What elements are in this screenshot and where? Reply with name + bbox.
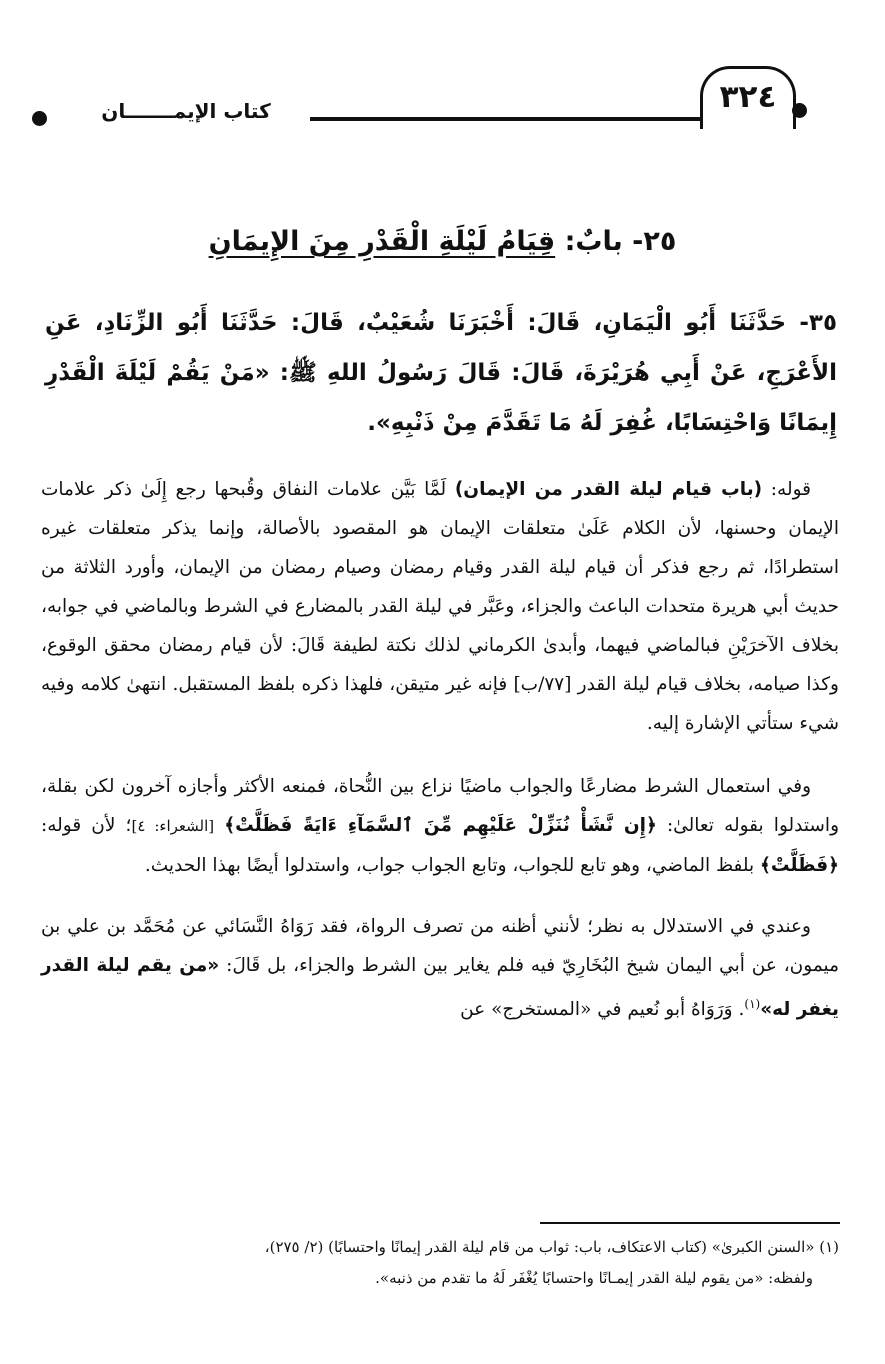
- quoted-chapter-title: (باب قيام ليلة القدر من الإيمان): [454, 479, 763, 500]
- header-rule: [310, 117, 702, 121]
- footnote-line: ولفظه: «من يقوم ليلة القدر إيمـانًا واحتسابًا يُغْفَر لَهُ ما تقدم من ذنبه».: [375, 1269, 813, 1287]
- commentary-text: وعندي في الاستدلال به نظر؛ لأنني أظنه من تصرف الرواة، فقد رَوَاهُ النَّسَائي عن مُحَمَّد بن علي بن ميمون، عن أبي اليمان شيخ البُخَارِيّ فيه فلم يغاير بين الشرط والجزاء، بل قَالَ:: [41, 916, 840, 976]
- commentary-text: ؛ لأن قوله:: [41, 815, 132, 836]
- commentary-paragraph: [41, 907, 839, 1029]
- quoted-hadith: «من يقم ليلة القدر يغفر له»: [41, 955, 839, 1021]
- page-number: ٣٢٤: [700, 66, 796, 129]
- header-dot-right: [792, 103, 807, 118]
- footnotes: [41, 1232, 839, 1294]
- book-title: كتاب الإيمـــــــان: [101, 99, 271, 123]
- hadith-text: ٣٥- حَدَّثَنَا أَبُو الْيَمَانِ، قَالَ: أَخْبَرَنَا شُعَيْبٌ، قَالَ: حَدَّثَنَا أَبُو الزِّنَادِ، عَنِ الأَعْرَجِ، عَنْ أَبِي هُرَيْرَةَ، قَالَ: قَالَ رَسُولُ اللهِ ﷺ: «مَنْ يَقُمْ لَيْلَةَ الْقَدْرِ إِيمَانًا وَاحْتِسَابًا، غُفِرَ لَهُ مَا تَقَدَّمَ مِنْ ذَنْبِهِ».: [45, 310, 837, 436]
- quran-verse: ﴿إِن نَّشَأْ نُنَزِّلْ عَلَيْهِم مِّنَ ٱلسَّمَآءِ ءَايَةً فَظَلَّتْ﴾: [224, 815, 657, 836]
- footnote-marker: (١): [744, 997, 761, 1011]
- header-dot-left: [32, 111, 47, 126]
- commentary: [41, 470, 839, 1051]
- commentary-text: لَمَّا بَيَّن علامات النفاق وقُبحها رجع إِلَىٰ ذكر علامات الإيمان وحسنها، لأن الكلام عَلَىٰ متعلقات الإيمان هو المقصود بالأصالة، وإنما يذكر متعلقات غيره استطرادًا، ثم رجع فذكر أن قيام ليلة القدر وقيام رمضان وصيام رمضان من الإيمان، وأورد الثلاثة من حديث أبي هريرة متحدات الباعث والجزاء، وعَبَّر في ليلة القدر بالمضارع في الشرط وبالماضي في جوابه، بخلاف الآخرَيْنِ فبالماضي فيهما، وأبدىٰ الكرماني لذلك نكتة لطيفة قَالَ: لأن قيام رمضان محقق الوقوع، وكذا صيامه، بخلاف قيام ليلة القدر [٧٧/ب] فإنه غير متيقن، فلهذا ذكره بلفظ المستقبل. انتهىٰ كلامه وفيه شيء ستأتي الإشارة إليه.: [41, 479, 839, 734]
- commentary-paragraph: [41, 470, 839, 743]
- commentary-lead: قوله:: [762, 479, 811, 500]
- footnote-rule: [540, 1222, 840, 1224]
- commentary-paragraph: [41, 767, 839, 885]
- chapter-name: قِيَامُ لَيْلَةِ الْقَدْرِ مِنَ الإِيمَانِ: [208, 226, 556, 257]
- chapter-number: ٢٥- بابٌ:: [564, 226, 677, 257]
- quran-word: ﴿فَظَلَّتْ﴾: [760, 855, 839, 876]
- commentary-text: بلفظ الماضي، وهو تابع للجواب، وتابع الجواب جواب، واستدلوا أيضًا بهذا الحديث.: [144, 855, 761, 876]
- commentary-text: . وَرَوَاهُ أبو نُعيم في «المستخرج» عن: [460, 999, 745, 1021]
- verse-reference: [الشعراء: ٤]: [131, 817, 215, 835]
- footnote-line: (١) «السنن الكبرىٰ» (كتاب الاعتكاف، باب: ثواب من قام ليلة القدر إيمانًا واحتسابًا) (٢/ ٢٧٥)،: [264, 1238, 839, 1256]
- chapter-heading: [0, 222, 885, 262]
- commentary-text: وفي استعمال الشرط مضارعًا والجواب ماضيًا نزاع بين النُّحاة، فمنعه الأكثر وأجازه آخرون لكن بقلة، واستدلوا بقوله تعالىٰ:: [41, 776, 840, 836]
- running-header: [0, 0, 885, 160]
